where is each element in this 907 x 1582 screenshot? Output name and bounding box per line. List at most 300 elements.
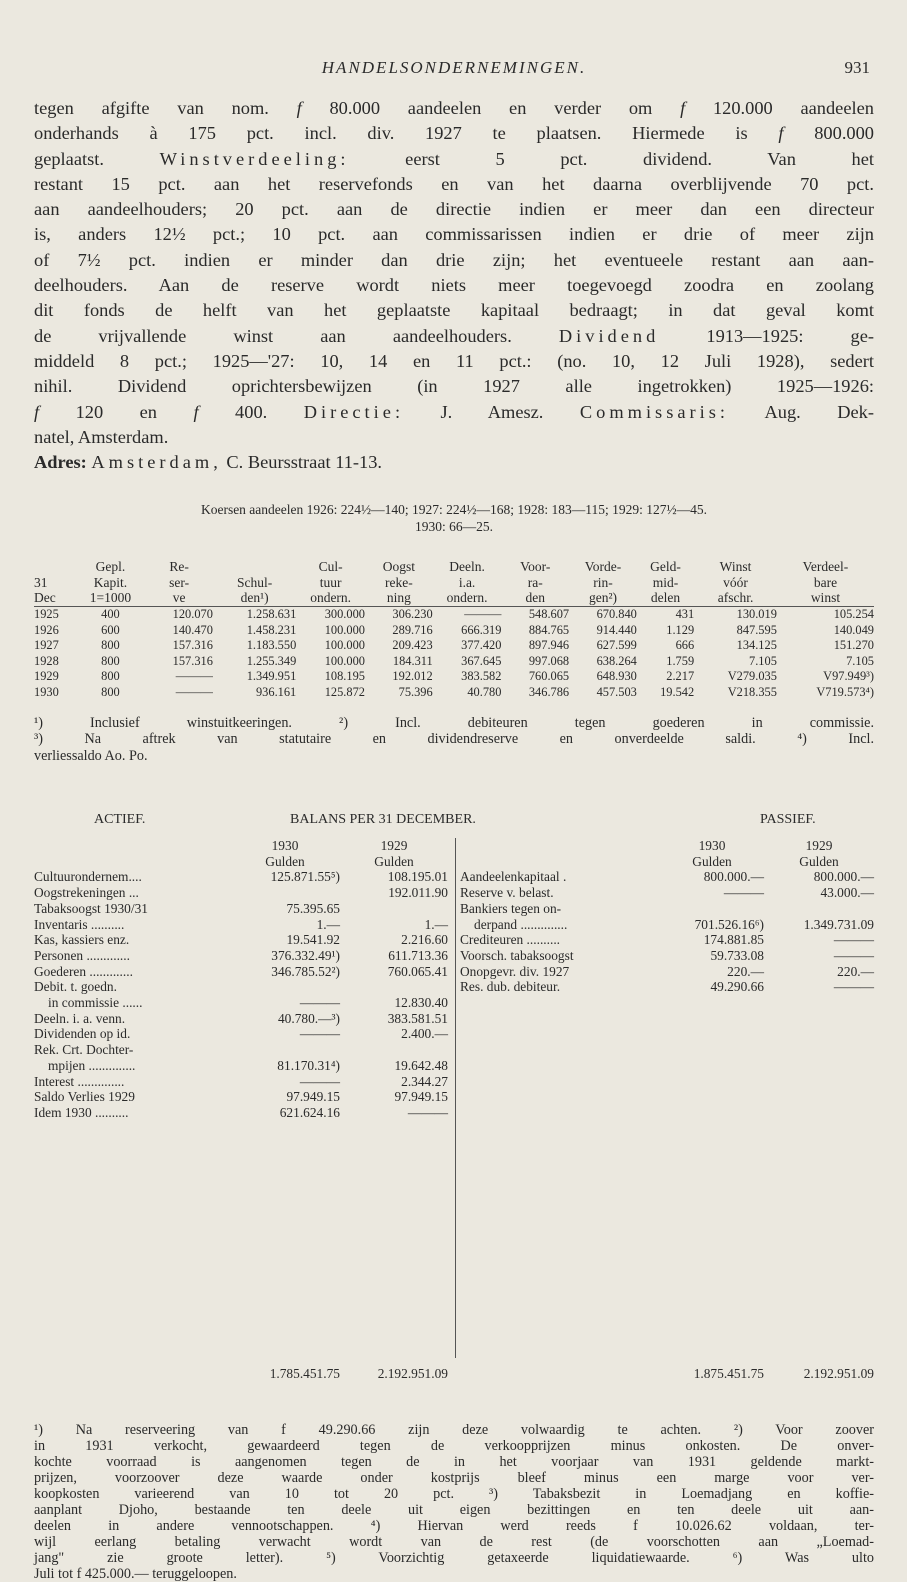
balance-row	[34, 1026, 448, 1042]
statistics-footnotes	[34, 715, 874, 765]
balance-value: 192.011.90	[388, 885, 448, 901]
balance-heading	[34, 812, 874, 834]
balance-footnotes	[34, 1422, 874, 1582]
table-cell: 157.316	[172, 653, 213, 668]
passief-column	[460, 838, 874, 995]
balance-value: 43.000.—	[820, 885, 874, 901]
table-cell: 914.440	[596, 622, 637, 637]
balance-item: Interest ..............	[34, 1073, 125, 1089]
balance-item: Deeln. i. a. venn.	[34, 1010, 126, 1026]
unit-header: Gulden	[374, 853, 414, 869]
balance-value: ———	[299, 1073, 340, 1089]
balance-value: 1.—	[424, 916, 448, 932]
column-header-line: rin-	[593, 574, 613, 590]
unit-header: Gulden	[265, 853, 305, 869]
balance-value: ———	[833, 947, 874, 963]
column-header-line: Dec	[34, 590, 56, 606]
text-run: 400.	[198, 401, 304, 422]
balance-row	[34, 932, 448, 948]
column-header-line: mid-	[652, 574, 679, 590]
table-cell: 847.595	[736, 622, 777, 637]
balance-value: 1.349.731.09	[803, 916, 874, 932]
balance-item: Cultuurondernem....	[34, 869, 142, 885]
balance-value: 1.—	[316, 916, 340, 932]
balance-value: 220.—	[837, 963, 874, 979]
balance-row	[460, 869, 874, 885]
text-run: middeld 8 pct.; 1925—'27: 10, 14 en 11 pct.: (no. 10, 12 Juli 1928), sedert	[34, 350, 874, 371]
table-cell: 134.125	[736, 638, 777, 653]
balance-value: 800.000.—	[813, 869, 874, 885]
balance-item: in commissie ......	[48, 995, 143, 1011]
table-cell: 209.423	[392, 638, 433, 653]
column-header	[569, 559, 637, 606]
table-cell: 400	[76, 606, 146, 622]
column-header-line: reke-	[384, 574, 413, 590]
footnote-line: Juli tot f 425.000.— teruggeloopen.	[34, 1566, 237, 1582]
text-run: eerst 5 pct. dividend. Van het	[349, 148, 874, 169]
balance-value: ———	[299, 995, 340, 1011]
footnote-line: verliessaldo Ao. Po.	[34, 747, 148, 764]
balance-value: 97.949.15	[394, 1089, 448, 1105]
table-cell: 120.070	[145, 606, 213, 622]
actief-column	[34, 838, 448, 1121]
balance-row	[34, 979, 448, 995]
table-cell: 897.946	[528, 638, 570, 653]
balance-row	[34, 869, 448, 885]
balance-value: ———	[299, 1026, 340, 1042]
text-line	[34, 96, 874, 121]
table-cell: 627.599	[596, 638, 637, 653]
column-header-line: ra-	[527, 574, 543, 590]
column-header-line: ning	[386, 590, 411, 606]
balance-title: BALANS PER 31 DECEMBER.	[290, 812, 476, 828]
total-value: 1.875.451.75	[693, 1366, 764, 1382]
total-value: 2.192.951.09	[377, 1366, 448, 1382]
footnote-line: aanplant Djoho, bestaande ten deele uit eigen bezittingen en ten deele uit aan-	[34, 1502, 874, 1519]
balance-row	[460, 932, 874, 948]
balance-value	[230, 979, 340, 995]
column-header-line: ondern.	[310, 590, 352, 606]
balance-value	[230, 885, 340, 901]
column-header-line: vóór	[723, 574, 748, 590]
table-cell: 936.161	[255, 684, 297, 699]
column-header-line: ser-	[169, 574, 190, 590]
running-header	[34, 58, 874, 88]
text-run: 1913—1925: ge-	[659, 325, 874, 346]
column-header-line: Winst	[719, 559, 752, 575]
table-cell: 2.217	[666, 669, 695, 684]
column-header	[777, 559, 874, 606]
balance-item: Aandeelenkapitaal .	[460, 869, 567, 885]
balance-item: Crediteuren ..........	[460, 932, 561, 948]
table-cell: 100.000	[324, 653, 365, 668]
text-run: restant 15 pct. aan het reservefonds en van het daarna overblijvende 70 pct.	[34, 173, 874, 194]
column-header-line: Deeln.	[449, 559, 485, 575]
footnote-line: ³) Na aftrek van statutaire en dividendreserve en onverdeelde saldi. ⁴) Incl.	[34, 731, 874, 748]
column-header	[637, 559, 694, 606]
table-cell: 666	[675, 638, 695, 653]
column-header-line: bare	[813, 574, 838, 590]
balance-value: 346.785.52²)	[271, 963, 340, 979]
text-run: Commissaris:	[579, 401, 730, 422]
balance-value: 174.881.85	[703, 932, 764, 948]
balance-item: Idem 1930 ..........	[34, 1104, 129, 1120]
table-cell: 800	[101, 653, 120, 668]
text-line	[34, 400, 874, 425]
page-number: 931	[844, 58, 870, 77]
table-cell: 140.470	[172, 622, 213, 637]
balance-value: 59.733.08	[710, 947, 764, 963]
text-run: Winstverdeeling:	[159, 148, 350, 169]
table-cell: 1925	[34, 606, 76, 622]
column-header	[694, 559, 777, 606]
table-cell: 760.065	[528, 669, 570, 684]
column-header-line: Voor-	[520, 559, 551, 575]
unit-header: Gulden	[692, 853, 732, 869]
balance-value: ———	[833, 932, 874, 948]
balance-value: 701.526.16⁶)	[694, 916, 764, 932]
table-cell: 40.780	[467, 684, 502, 699]
balance-value: 2.400.—	[401, 1026, 448, 1042]
balance-value: 108.195.01	[387, 869, 448, 885]
balance-item: Onopgevr. div. 1927	[460, 963, 570, 979]
actief-totals	[234, 1366, 448, 1382]
balance-item: Personen .............	[34, 947, 130, 963]
balance-item: Inventaris ..........	[34, 916, 125, 932]
table-cell: 548.607	[501, 606, 569, 622]
text-run: f	[34, 401, 40, 422]
balance-value: ———	[833, 979, 874, 995]
table-cell: 431	[637, 606, 694, 622]
text-run: nihil. Dividend oprichtersbewijzen (in 1927 alle ingetrokken) 1925—1926:	[34, 376, 874, 397]
table-cell: 1929	[34, 669, 59, 684]
balance-value: 12.830.40	[394, 995, 448, 1011]
text-run: tegen afgifte van nom.	[34, 98, 297, 118]
balance-value: 19.642.48	[394, 1057, 448, 1073]
text-line	[34, 273, 874, 298]
table-cell: 457.503	[596, 684, 637, 699]
text-run: dit fonds de helft van het geplaatste kapitaal bedraagt; in dat geval komt	[34, 300, 874, 321]
table-cell: V279.035	[727, 669, 777, 684]
table-cell: 367.645	[461, 653, 502, 668]
total-value: 2.192.951.09	[803, 1366, 874, 1382]
table-cell: 800	[101, 638, 120, 653]
balance-value	[660, 901, 764, 917]
footnote-line: ¹) Na reserveering van f 49.290.66 zijn deze volwaardig te achten. ²) Voor zoover	[34, 1422, 874, 1439]
footnote-line: deelen in andere vennootschappen. ⁴) Hiervan werd reeds f 10.026.62 voldaan, ter-	[34, 1518, 874, 1535]
share-prices	[34, 501, 874, 535]
balance-value	[340, 1042, 448, 1058]
balance-value: ———	[407, 1104, 448, 1120]
text-run: aan aandeelhouders; 20 pct. aan de directie indien er meer dan een directeur	[34, 199, 874, 220]
table-cell: 289.716	[392, 622, 433, 637]
table-cell: 377.420	[461, 638, 502, 653]
text-run: Aug. Dek-	[729, 401, 874, 422]
balance-value: 621.624.16	[279, 1104, 340, 1120]
text-line	[34, 197, 874, 222]
balance-item: Res. dub. debiteur.	[460, 979, 561, 995]
footnote-line: wijl eerlang betaling verwacht wordt van de rest (de voorschotten aan „Loemad-	[34, 1534, 874, 1551]
balance-item: Tabaksoogst 1930/31	[34, 900, 148, 916]
balance-value: 2.344.27	[401, 1073, 448, 1089]
year-header: 1930	[698, 838, 726, 854]
table-cell: 1930	[34, 684, 59, 699]
table-cell: 184.311	[392, 653, 433, 668]
table-cell: 140.049	[833, 622, 874, 637]
year-header: 1929	[380, 838, 408, 854]
balance-row	[460, 948, 874, 964]
column-header-line: Oogst	[382, 559, 415, 575]
balance-item: Voorsch. tabaksoogst	[460, 947, 574, 963]
footnote-line: kochte voorraad is aangenomen tegen de in het voorjaar van 1931 geldende markt-	[34, 1454, 874, 1471]
table-cell: 638.264	[596, 653, 637, 668]
text-run: Dividend	[558, 325, 660, 346]
text-line	[34, 374, 874, 399]
balance-row	[34, 948, 448, 964]
text-line	[34, 222, 874, 247]
text-line	[34, 324, 874, 349]
table-cell: V719.573⁴)	[816, 684, 874, 699]
balance-value: 49.290.66	[710, 979, 764, 995]
table-cell: 300.000	[296, 606, 365, 622]
share-prices-line: 1930: 66—25.	[414, 519, 493, 535]
text-run: of 7½ pct. indien er minder dan drie zijn; het eventueele restant aan aan-	[34, 249, 874, 270]
column-header	[145, 559, 213, 606]
balance-row	[34, 1074, 448, 1090]
balance-row	[34, 885, 448, 901]
table-cell: 1.458.231	[246, 622, 297, 637]
balance-row	[34, 1105, 448, 1121]
balance-row	[460, 885, 874, 901]
column-header-line: Vorde-	[584, 559, 622, 575]
balance-value: 220.—	[727, 963, 764, 979]
column-header-line: den	[525, 590, 546, 606]
table-cell: 1.129	[666, 622, 695, 637]
column-header	[365, 559, 433, 606]
table-cell: 1.183.550	[246, 638, 297, 653]
year-header: 1929	[805, 838, 833, 854]
balance-item: Bankiers tegen on-	[460, 900, 562, 916]
table-cell: 800	[101, 684, 120, 699]
table-cell: 1926	[34, 622, 59, 637]
text-run: f	[193, 401, 199, 422]
column-header-line: Re-	[169, 559, 189, 575]
balance-value: 611.713.36	[388, 947, 448, 963]
header-title: HANDELSONDERNEMINGEN.	[321, 58, 587, 77]
balance-row	[34, 995, 448, 1011]
column-header-line: Cul-	[318, 559, 343, 575]
column-header-line: delen	[650, 590, 681, 606]
balance-value: 376.332.49¹)	[271, 947, 340, 963]
table-cell: 306.230	[365, 606, 433, 622]
column-header	[296, 559, 365, 606]
share-prices-line: Koersen aandeelen 1926: 224½—140; 1927: 224½—168; 1928: 183—115; 1929: 127½—45.	[200, 502, 708, 518]
table-cell: 100.000	[324, 622, 365, 637]
year-header: 1930	[271, 838, 299, 854]
table-cell: 19.542	[660, 684, 695, 699]
table-cell: 157.316	[172, 638, 213, 653]
footnote-line: ¹) Inclusief winstuitkeeringen. ²) Incl. debiteuren tegen goederen in commissie.	[34, 714, 874, 731]
balance-value: 75.395.65	[286, 900, 340, 916]
balance-row	[34, 901, 448, 917]
company-description	[34, 96, 874, 475]
balance-row	[34, 964, 448, 980]
column-header-line: Schul-	[236, 574, 273, 590]
table-row	[34, 623, 874, 639]
footnote-line: in 1931 verkocht, gewaardeerd tegen de verkoopprijzen minus onkosten. De onver-	[34, 1438, 874, 1455]
column-header-line: Kapit.	[93, 574, 128, 590]
text-run: C. Beursstraat 11-13.	[221, 452, 383, 473]
table-cell: ———	[175, 669, 213, 684]
table-cell: 125.872	[324, 684, 365, 699]
footnote-line: koopkosten varieerend van 10 tot 20 pct. ³) Tabaksbezit in Loemadjang en koffie-	[34, 1486, 874, 1503]
column-header-line: winst	[810, 590, 841, 606]
passief-label: PASSIEF.	[760, 812, 816, 828]
table-cell: 670.840	[569, 606, 637, 622]
column-header	[501, 559, 569, 606]
text-run: is, anders 12½ pct.; 10 pct. aan commissarissen indien er drie of meer zijn	[34, 224, 874, 245]
balance-item: Rek. Crt. Dochter-	[34, 1042, 134, 1058]
balance-value: 97.949.15	[286, 1089, 340, 1105]
text-run: Amsterdam,	[91, 452, 222, 473]
text-run: de vrijvallende winst aan aandeelhouders.	[34, 325, 559, 346]
balance-item: Saldo Verlies 1929	[34, 1089, 135, 1105]
balance-item: Dividenden op id.	[34, 1026, 131, 1042]
balance-value: 760.065.41	[387, 963, 448, 979]
balance-value: 800.000.—	[703, 869, 764, 885]
table-cell: 648.930	[596, 669, 637, 684]
column-header-line: 1=1000	[89, 590, 132, 606]
balance-value	[340, 901, 448, 917]
balance-value: 383.581.51	[387, 1010, 448, 1026]
actief-label: ACTIEF.	[94, 812, 146, 828]
balance-row	[34, 1058, 448, 1074]
text-line	[34, 248, 874, 273]
table-cell: 884.765	[528, 622, 570, 637]
text-run: f	[296, 98, 302, 118]
table-row	[34, 638, 874, 654]
balance-item: derpand ..............	[474, 916, 568, 932]
text-run: deelhouders. Aan de reserve wordt niets meer toegevoegd zoodra en zoolang	[34, 275, 874, 296]
balance-value: 40.780.—³)	[277, 1010, 340, 1026]
text-run: Adres:	[34, 452, 87, 473]
text-run: 120 en	[39, 401, 194, 422]
balance-sheet	[34, 838, 874, 1406]
balance-row	[460, 964, 874, 980]
text-run: f	[778, 123, 784, 144]
table-cell: 1.759	[666, 653, 695, 668]
table-cell: 1.258.631	[213, 606, 296, 622]
balance-value	[230, 1042, 340, 1058]
balance-row	[460, 901, 874, 917]
table-cell: 130.019	[694, 606, 777, 622]
footnote-line: jang" zie groote letter). ⁵) Voorzichtig getaxeerde liquidatiewaarde. ⁶) Was ulto	[34, 1550, 874, 1567]
table-row	[34, 606, 874, 622]
column-header-line: Gepl.	[95, 559, 126, 575]
table-row	[34, 685, 874, 701]
table-cell: 997.068	[528, 653, 570, 668]
balance-row	[34, 917, 448, 933]
column-header-line: 31	[34, 574, 48, 590]
text-line	[34, 349, 874, 374]
table-cell: 383.582	[461, 669, 502, 684]
column-divider	[455, 838, 456, 1358]
column-header-line: ve	[172, 590, 186, 606]
text-line	[34, 121, 874, 146]
balance-value: 2.216.60	[401, 932, 448, 948]
text-run: 120.000 aandeelen	[685, 98, 874, 118]
table-cell: 1.255.349	[246, 653, 297, 668]
statistics-table	[34, 559, 874, 700]
total-value: 1.785.451.75	[269, 1366, 340, 1382]
balance-item: Kas, kassiers enz.	[34, 932, 130, 948]
table-cell: 192.012	[392, 669, 433, 684]
text-line	[34, 172, 874, 197]
balance-value	[340, 979, 448, 995]
text-run: natel, Amsterdam.	[34, 426, 169, 447]
table-cell: 600	[101, 622, 120, 637]
column-header-line: i.a.	[458, 574, 476, 590]
column-header-line: den¹)	[240, 590, 269, 606]
column-header-line: Verdeel-	[802, 559, 849, 575]
column-header-line: Geld-	[650, 559, 681, 575]
balance-item: Oogstrekeningen ...	[34, 885, 139, 901]
text-line	[34, 298, 874, 323]
column-header	[433, 559, 502, 606]
balance-item: Debit. t. goedn.	[34, 979, 117, 995]
table-cell: V97.949³)	[823, 669, 874, 684]
table-cell: 346.786	[528, 684, 570, 699]
column-header	[76, 559, 146, 606]
text-run: Directie:	[303, 401, 405, 422]
text-run: 800.000	[783, 123, 874, 144]
balance-item: mpijen ..............	[48, 1057, 136, 1073]
table-cell: 108.195	[324, 669, 365, 684]
table-cell: ———	[175, 684, 213, 699]
column-header	[213, 559, 296, 606]
footnote-line: prijzen, voorzoover deze waarde onder kostprijs bleef minus een marge voor ver-	[34, 1470, 874, 1487]
table-cell: 151.270	[833, 638, 874, 653]
column-header-line: tuur	[319, 574, 342, 590]
balance-item: Reserve v. belast.	[460, 885, 554, 901]
text-line	[34, 450, 874, 475]
table-cell: 800	[101, 669, 120, 684]
table-row	[34, 654, 874, 670]
balance-value: 81.170.31⁴)	[277, 1057, 340, 1073]
balance-value	[764, 901, 874, 917]
column-header	[34, 559, 76, 606]
balance-row	[460, 917, 874, 933]
table-cell: 75.396	[398, 684, 433, 699]
table-cell: 100.000	[324, 638, 365, 653]
balance-value: 125.871.55⁵)	[270, 869, 340, 885]
table-cell: 666.319	[461, 622, 502, 637]
text-run: f	[680, 98, 686, 118]
balance-row	[34, 1011, 448, 1027]
balance-row	[34, 1042, 448, 1058]
balance-row	[34, 1089, 448, 1105]
unit-header: Gulden	[799, 853, 839, 869]
text-run: onderhands à 175 pct. incl. div. 1927 te plaatsen. Hiermede is	[34, 123, 779, 144]
balance-value: ———	[723, 885, 764, 901]
text-run: geplaatst.	[34, 148, 160, 169]
text-line	[34, 147, 874, 172]
table-cell: 7.105	[749, 653, 777, 668]
table-cell: V218.355	[727, 684, 777, 699]
text-run: 80.000 aandeelen en verder om	[301, 98, 681, 118]
column-header-line: ondern.	[446, 590, 488, 606]
text-line	[34, 425, 874, 450]
